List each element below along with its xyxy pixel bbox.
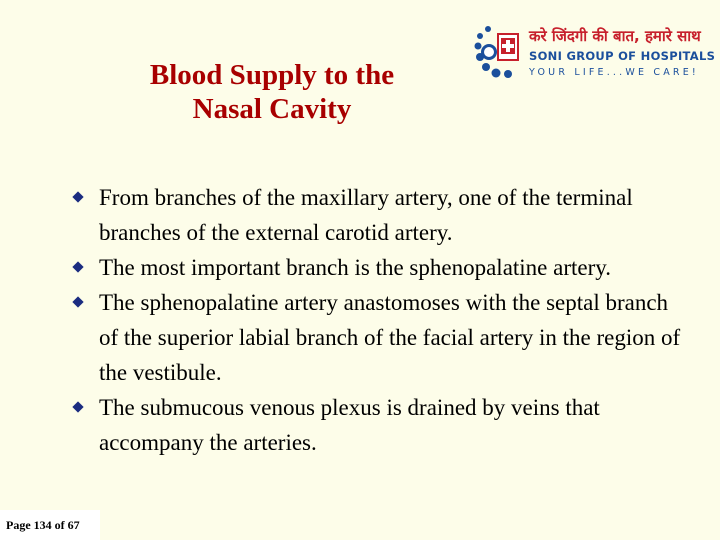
slide-title	[92, 58, 452, 126]
bullet-item	[72, 285, 692, 390]
diamond-bullet-icon	[72, 191, 83, 202]
logo-english-tagline: YOUR LIFE...WE CARE!	[529, 67, 699, 78]
bullet-text: The sphenopalatine artery anastomoses with the septal branch of the superior labial branch of the facial artery in the region of the vestibule.	[99, 290, 681, 385]
page-number: Page 134 of 67	[6, 518, 80, 532]
soni-hospital-logo-icon	[474, 22, 534, 98]
bullet-list	[72, 180, 692, 460]
bullet-item	[72, 390, 692, 460]
logo-hindi-tagline: करे जिंदगी की बात, हमारे साथ	[529, 27, 701, 45]
footer	[0, 510, 100, 540]
diamond-bullet-icon	[72, 261, 83, 272]
diamond-bullet-icon	[72, 296, 83, 307]
slide-title-line-1: Blood Supply to the	[149, 59, 395, 91]
diamond-bullet-icon	[72, 401, 83, 412]
bullet-text: The submucous venous plexus is drained by veins that accompany the arteries.	[99, 395, 600, 455]
hospital-logo	[474, 22, 714, 102]
slide-title-line-2: Nasal Cavity	[192, 93, 352, 125]
bullet-item	[72, 180, 692, 250]
bullet-item	[72, 250, 692, 285]
bullet-text: The most important branch is the sphenopalatine artery.	[99, 255, 612, 280]
logo-brand-name: SONI GROUP OF HOSPITALS	[529, 49, 716, 63]
bullet-text: From branches of the maxillary artery, one of the terminal branches of the external carotid artery.	[99, 185, 633, 245]
